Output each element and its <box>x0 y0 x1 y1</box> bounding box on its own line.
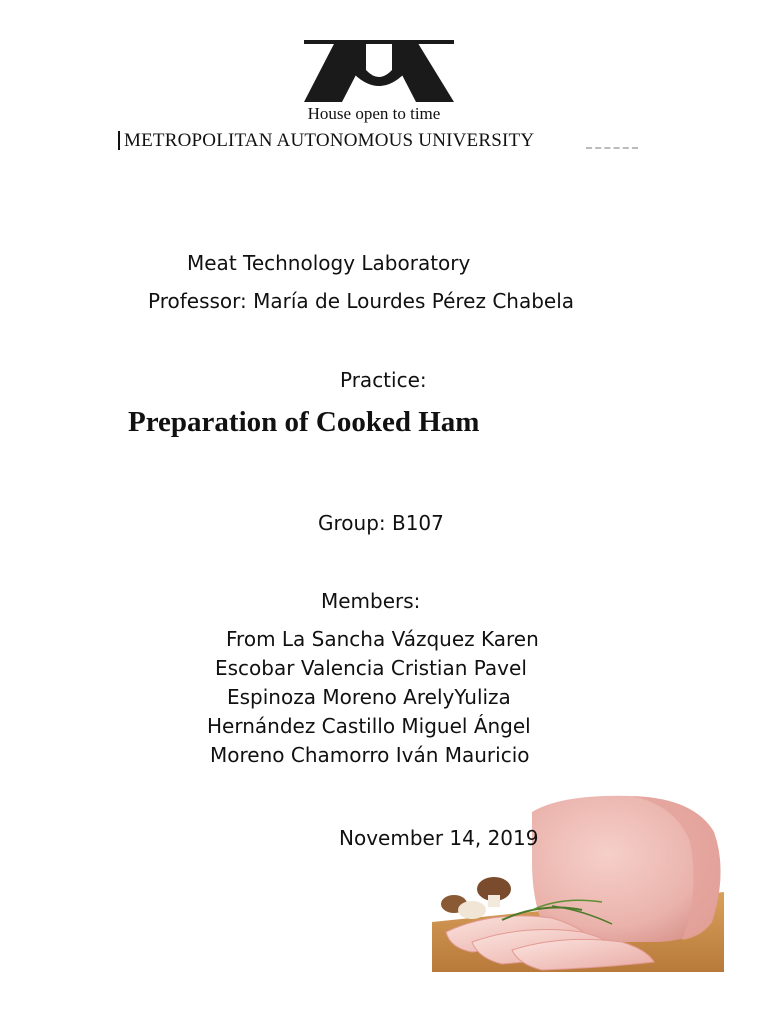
uam-logo-icon <box>304 40 454 102</box>
professor-name: Professor: María de Lourdes Pérez Chabela <box>148 289 575 313</box>
member-item: From La Sancha Vázquez Karen <box>226 627 539 651</box>
member-item: Escobar Valencia Cristian Pavel <box>215 656 527 680</box>
group-label: Group: B107 <box>318 511 444 535</box>
university-name <box>118 128 638 154</box>
practice-title: Preparation of Cooked Ham <box>128 406 480 438</box>
lab-name: Meat Technology Laboratory <box>187 251 471 275</box>
cooked-ham-image-icon <box>432 792 724 972</box>
member-item: Hernández Castillo Miguel Ángel <box>207 714 531 738</box>
member-item: Espinoza Moreno ArelyYuliza <box>227 685 511 709</box>
university-motto: House open to time <box>307 104 441 123</box>
text-cursor-bar <box>118 131 120 150</box>
date: November 14, 2019 <box>339 826 539 850</box>
members-label: Members: <box>321 589 421 613</box>
practice-label: Practice: <box>340 368 427 392</box>
university-name-text: METROPOLITAN AUTONOMOUS UNIVERSITY <box>124 130 535 151</box>
dashed-underline <box>586 147 638 149</box>
member-item: Moreno Chamorro Iván Mauricio <box>210 743 530 767</box>
